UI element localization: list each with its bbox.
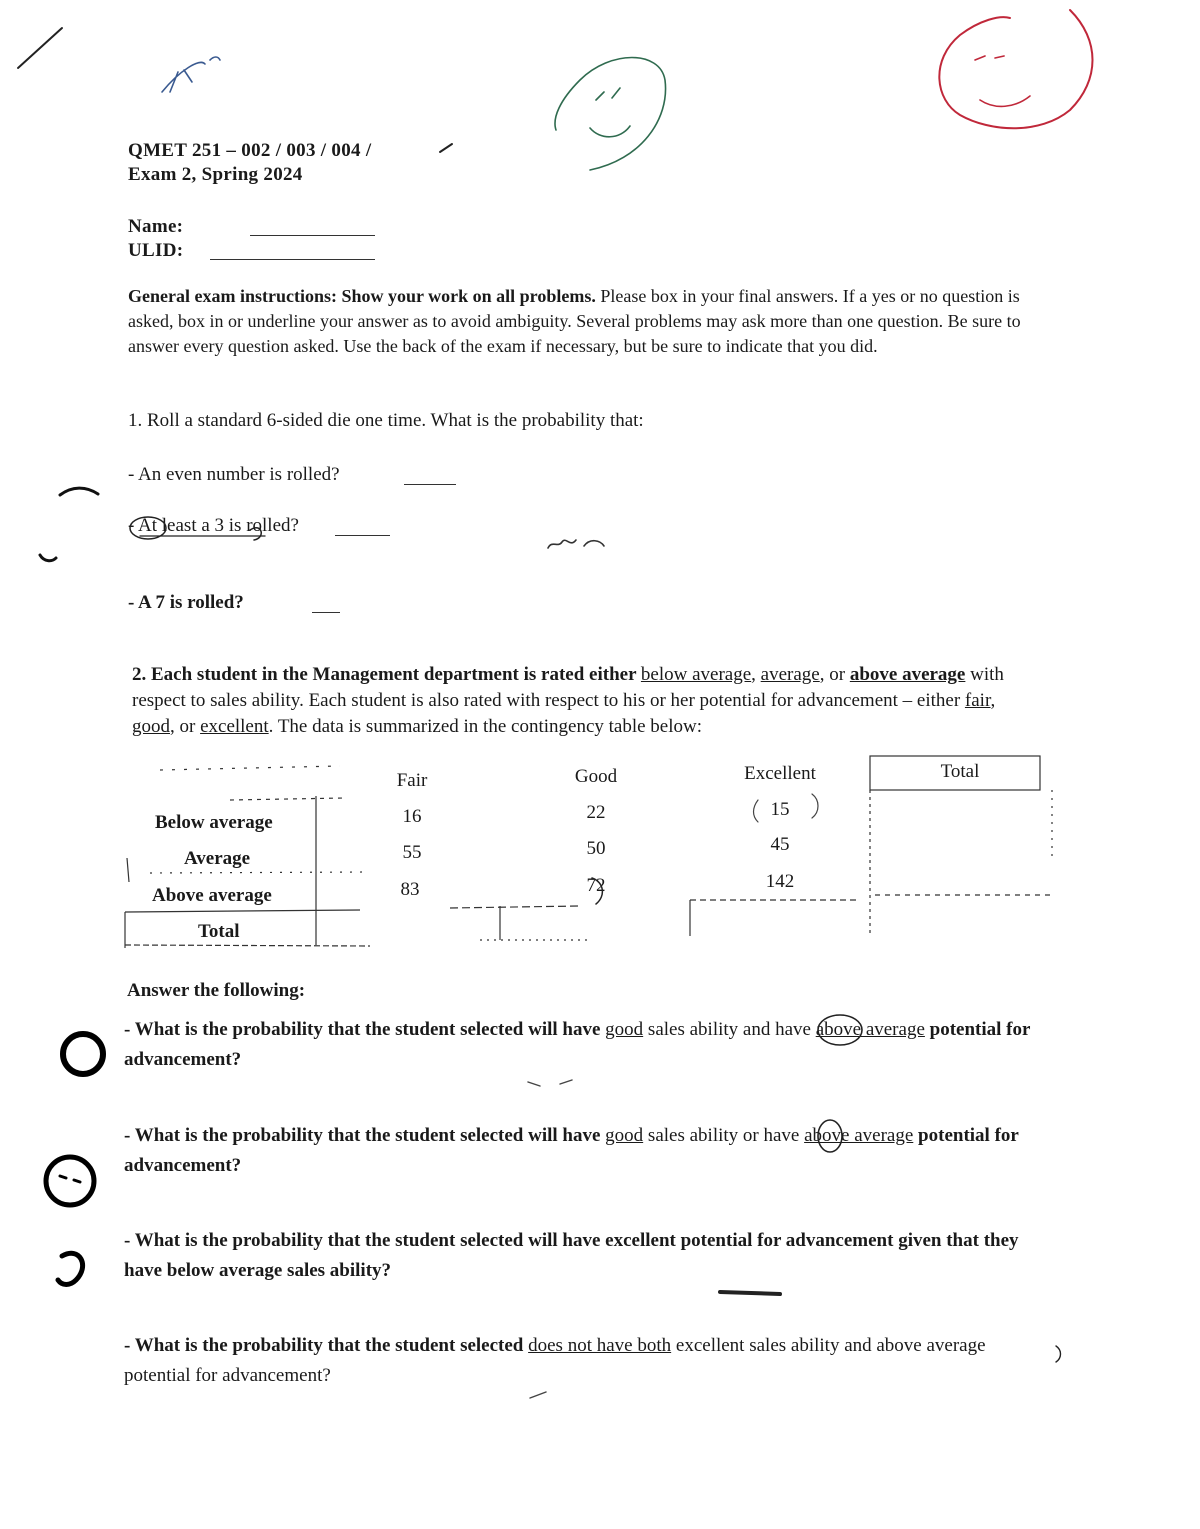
pen-slash-mark bbox=[18, 28, 62, 68]
q1-answer-line-at-least-3[interactable] bbox=[335, 535, 390, 536]
q1-prompt: 1. Roll a standard 6-sided die one time. What is the probability that: bbox=[128, 410, 644, 431]
q2-good: good bbox=[132, 716, 170, 737]
col-header-total: Total bbox=[940, 761, 980, 782]
cell-below-excellent: 15 bbox=[770, 799, 790, 820]
sq1-post: potential for advancement? bbox=[124, 1019, 1031, 1070]
row-label-average: Average bbox=[184, 848, 251, 869]
subquestion-4 bbox=[124, 1331, 1044, 1391]
q1-item-even: - An even number is rolled? bbox=[128, 464, 340, 485]
ulid-line[interactable] bbox=[210, 259, 375, 260]
general-instructions bbox=[128, 284, 1048, 359]
cell-above-good: 72 bbox=[586, 875, 606, 896]
green-smiley-face bbox=[590, 88, 630, 137]
q2-sep1: , bbox=[751, 664, 761, 685]
q2-sep2: , or bbox=[819, 664, 850, 685]
sq1-good: good bbox=[605, 1019, 644, 1040]
col-header-fair: Fair bbox=[396, 770, 428, 791]
sq1-mid: sales ability and have bbox=[643, 1019, 816, 1040]
subquestion-1 bbox=[124, 1015, 1044, 1075]
q2-prompt-a: 2. Each student in the Management department is rated either bbox=[132, 664, 641, 685]
pen-tick-mark bbox=[440, 144, 452, 152]
paren-mark-q4 bbox=[1056, 1346, 1061, 1362]
exam-title: Exam 2, Spring 2024 bbox=[128, 164, 303, 185]
sq4-does-not-have-both: does not have both bbox=[528, 1335, 672, 1356]
margin-circle-2-dots bbox=[60, 1176, 80, 1182]
red-pen-smile bbox=[975, 56, 1030, 106]
answer-scribble-q3 bbox=[720, 1292, 780, 1294]
name-label: Name: bbox=[128, 216, 184, 237]
q2-below-average: below average bbox=[640, 664, 752, 685]
col-header-good: Good bbox=[574, 766, 618, 787]
cell-average-excellent: 45 bbox=[770, 834, 790, 855]
green-smiley-outline bbox=[555, 58, 666, 171]
q2-prompt bbox=[132, 662, 1042, 740]
subquestion-2 bbox=[124, 1121, 1044, 1181]
sq2-good: good bbox=[605, 1125, 644, 1146]
sq3-text: - What is the probability that the student selected will have excellent potential for advancement given that they have below average sales ability? bbox=[124, 1230, 1019, 1281]
cell-average-good: 50 bbox=[586, 838, 606, 859]
cell-above-excellent: 142 bbox=[765, 871, 795, 892]
cell-below-good: 22 bbox=[586, 802, 606, 823]
red-pen-circle bbox=[939, 10, 1092, 128]
q2-average: average bbox=[760, 664, 820, 685]
ulid-label: ULID: bbox=[128, 240, 184, 261]
instructions-body: Please box in your final answers. If a yes or no question is asked, box in or underline your answer as to avoid ambiguity. Several problems may ask more than one question. Be sure to answer every question asked. Use the back of the exam if necessary, but be sure to indicate that you did. bbox=[128, 286, 1021, 356]
q2-excellent: excellent bbox=[200, 716, 269, 737]
sq1-above-average: above average bbox=[815, 1019, 925, 1040]
circled-initial-scribble bbox=[162, 57, 220, 92]
q2-above-average: above average bbox=[849, 664, 966, 685]
cell-below-fair: 16 bbox=[402, 806, 422, 827]
margin-circle-1 bbox=[63, 1034, 103, 1074]
q1-answer-line-even[interactable] bbox=[404, 484, 456, 485]
q2-sep3: , bbox=[990, 690, 996, 711]
margin-arc-mark bbox=[60, 488, 98, 495]
answer-heading: Answer the following: bbox=[127, 980, 306, 1001]
cell-above-fair: 83 bbox=[400, 879, 420, 900]
sq4-pre: - What is the probability that the student selected bbox=[124, 1335, 529, 1356]
cell-average-fair: 55 bbox=[402, 842, 422, 863]
sq2-mid: sales ability or have bbox=[643, 1125, 805, 1146]
name-line[interactable] bbox=[250, 235, 375, 236]
course-header: QMET 251 – 002 / 003 / 004 / bbox=[128, 140, 372, 161]
sq2-post: potential for advancement? bbox=[124, 1125, 1019, 1176]
sq2-pre: - What is the probability that the student selected will have bbox=[124, 1125, 606, 1146]
row-label-below-average: Below average bbox=[155, 812, 273, 833]
sq2-above-average: above average bbox=[804, 1125, 914, 1146]
sq4-mid: excellent sales ability and above average potential for advancement? bbox=[124, 1335, 986, 1386]
q2-sep4: , or bbox=[170, 716, 201, 737]
row-label-above-average: Above average bbox=[152, 885, 272, 906]
q1-answer-line-seven[interactable] bbox=[312, 612, 340, 613]
q1-item-seven: - A 7 is rolled? bbox=[128, 592, 244, 613]
margin-hook-mark bbox=[40, 555, 56, 561]
subquestion-3 bbox=[124, 1226, 1044, 1286]
sq1-pre: - What is the probability that the student selected will have bbox=[124, 1019, 606, 1040]
q2-prompt-c: . The data is summarized in the contingency table below: bbox=[268, 716, 703, 737]
q1-item-at-least-3: - At least a 3 is rolled? bbox=[128, 515, 299, 536]
faint-scribble-q1 bbox=[548, 540, 604, 548]
margin-circle-2 bbox=[46, 1157, 94, 1205]
q2-prompt-b: with respect to sales ability. Each student is also rated with respect to his or her potential for advancement – either bbox=[132, 664, 1004, 711]
q2-fair: fair bbox=[964, 690, 991, 711]
col-header-excellent: Excellent bbox=[744, 763, 816, 784]
instructions-lead: General exam instructions: Show your work on all problems. bbox=[128, 286, 596, 306]
margin-hook-3 bbox=[58, 1253, 83, 1284]
row-label-total: Total bbox=[198, 921, 240, 942]
